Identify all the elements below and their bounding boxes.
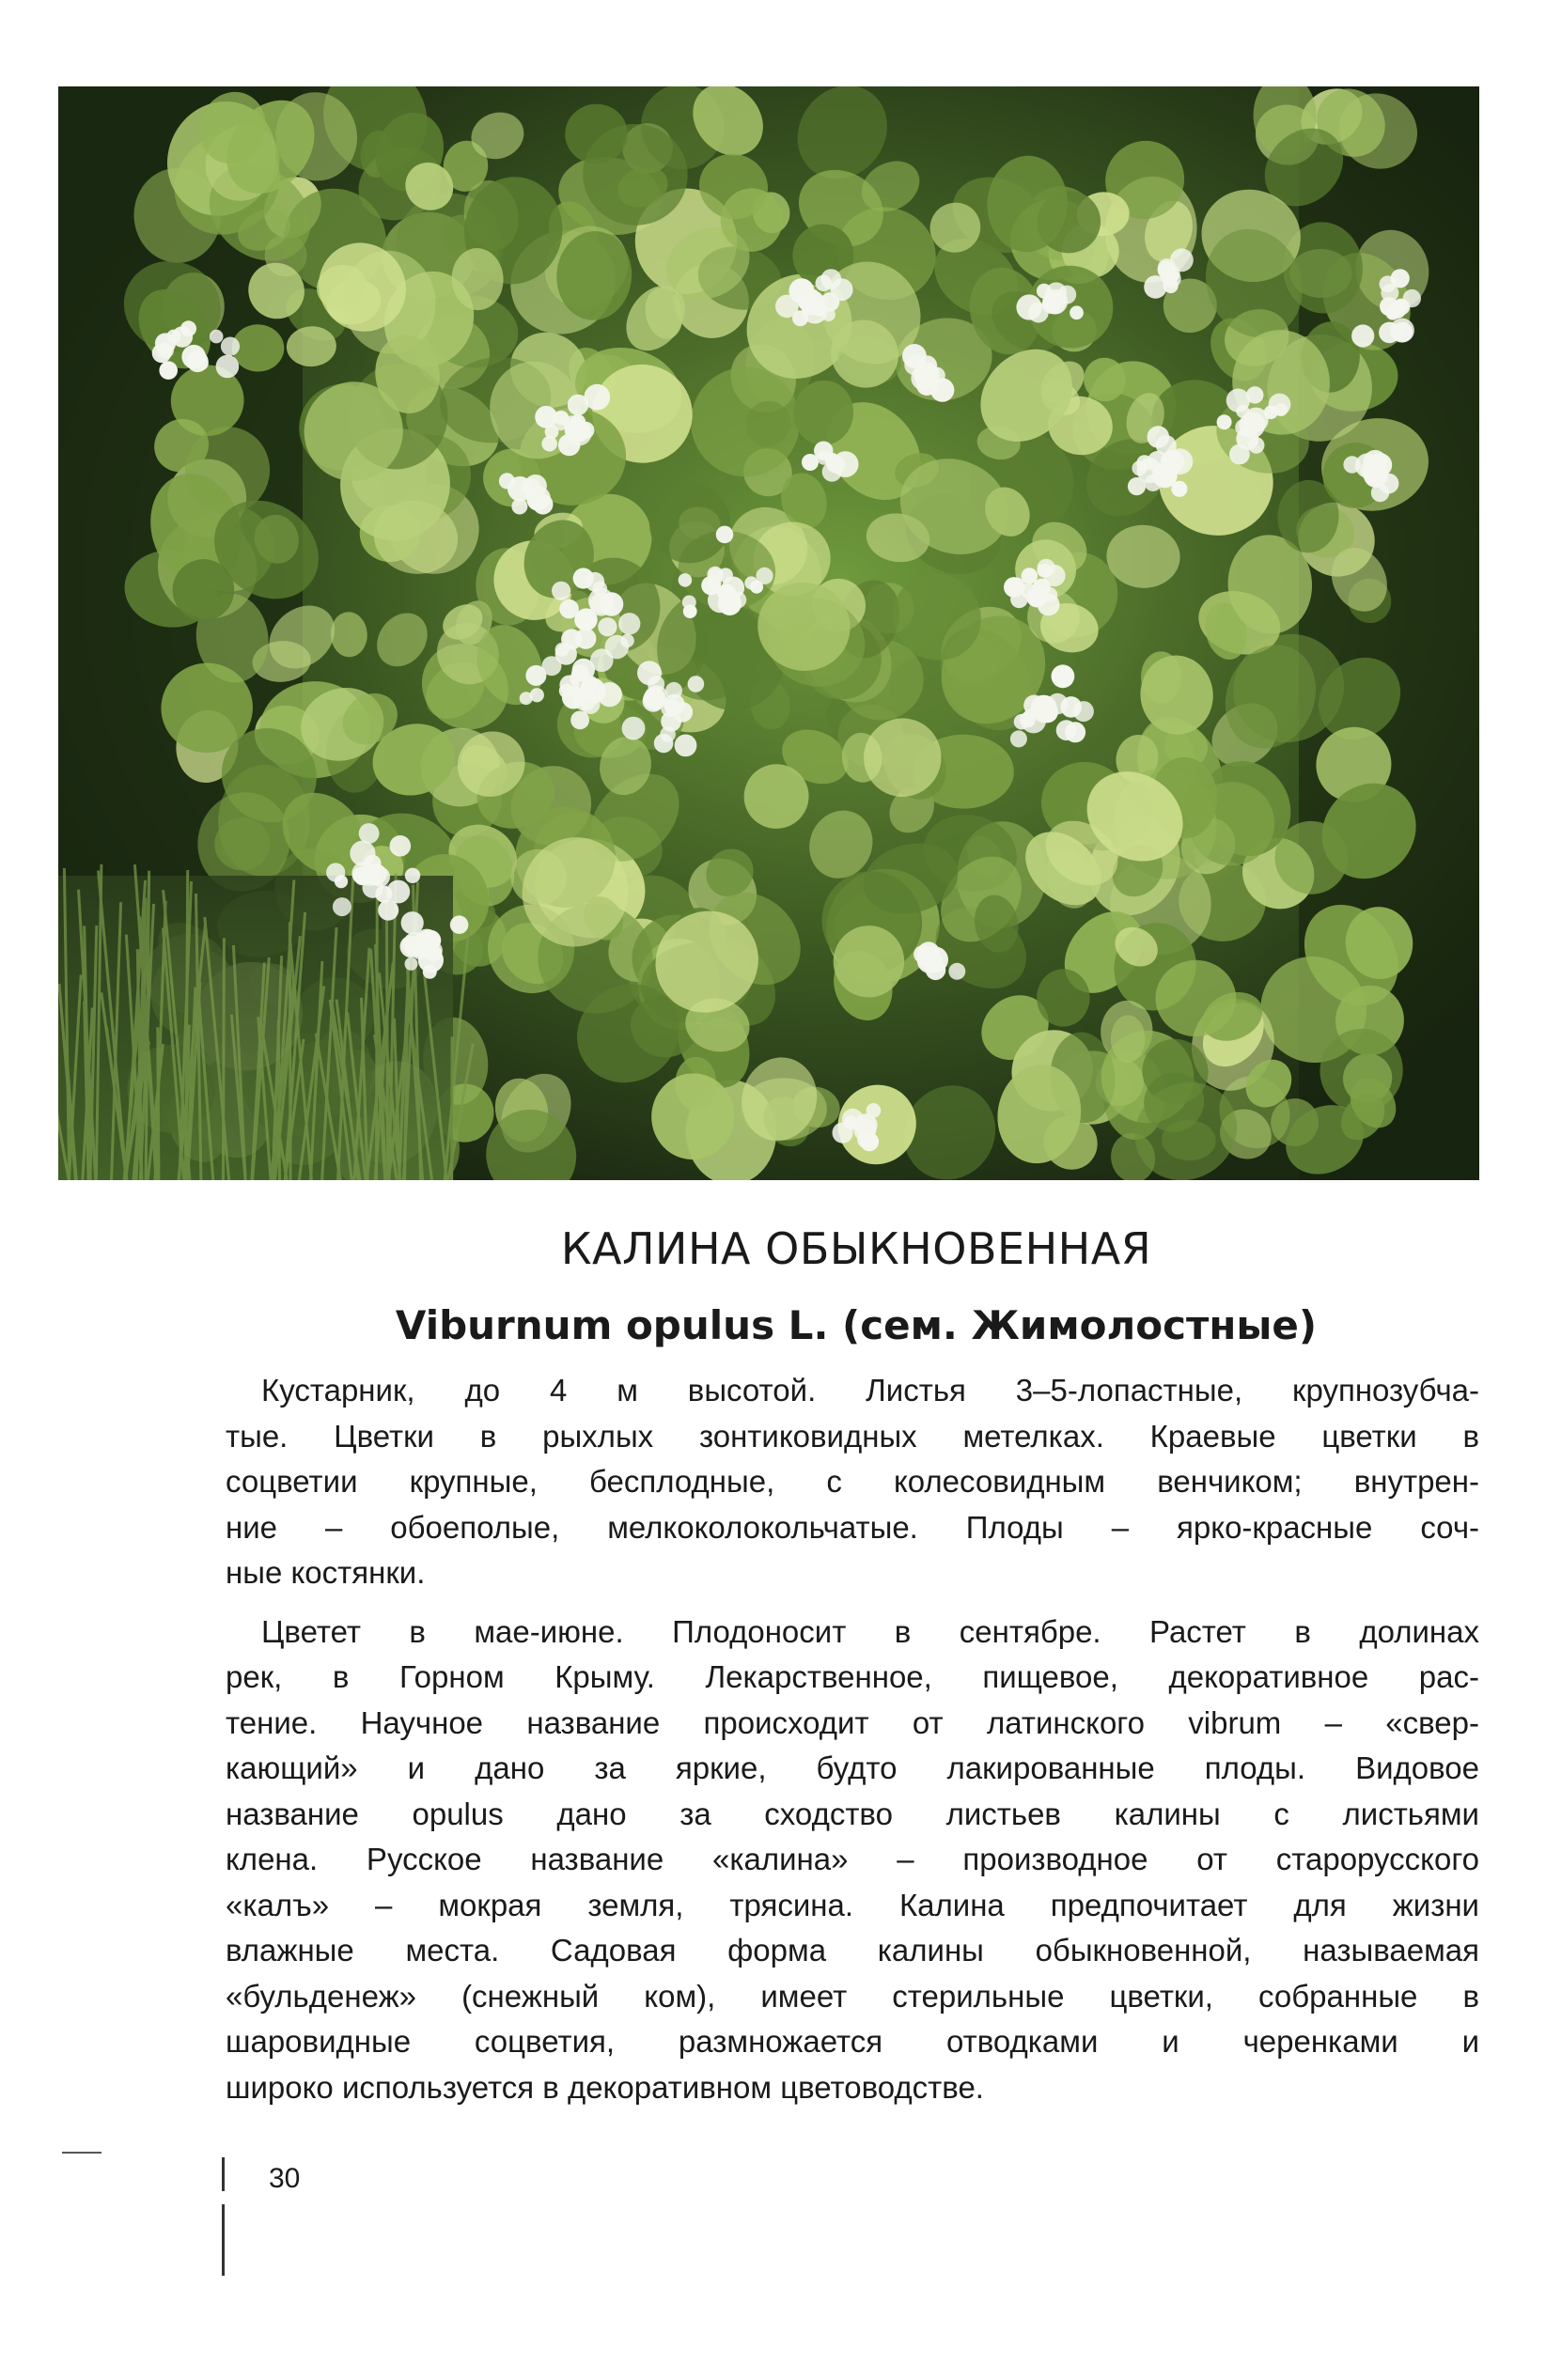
leaf: [1037, 969, 1089, 1026]
text-line: шаровидные соцветия, размножается отводками и черенками и: [226, 2024, 1479, 2059]
viburnum-photo: [58, 86, 1479, 1180]
leaf: [1111, 1015, 1146, 1063]
text-line: соцветии крупные, бесплодные, с колесовидным венчиком; внутрен-: [226, 1464, 1479, 1499]
grass-blade: [289, 923, 290, 1181]
latin-name-subtitle: Viburnum opulus L. (сем. Жимолостные): [395, 1302, 1318, 1348]
text-line: Кустарник, до 4 м высотой. Листья 3–5-лопастные, крупнозубча-: [261, 1373, 1479, 1408]
margin-bar-bottom: [222, 2204, 225, 2276]
text-line: кающий» и дано за яркие, будто лакированные плоды. Видовое: [226, 1750, 1479, 1785]
margin-dash: [62, 2152, 102, 2154]
paragraph-1: [226, 1368, 1479, 1596]
page-title: КАЛИНА ОБЫКНОВЕННАЯ: [560, 1223, 1152, 1274]
page-number: 30: [269, 2163, 301, 2194]
text-line: ние – обоеполые, мелкоколокольчатые. Плоды – ярко-красные соч-: [226, 1509, 1479, 1545]
margin-bar-top: [222, 2157, 225, 2191]
grass-blade: [158, 1027, 159, 1180]
text-line: широко используется в декоративном цветоводстве.: [226, 2069, 984, 2105]
text-line: влажные места. Садовая форма калины обыкновенной, называемая: [226, 1933, 1479, 1968]
text-line: название opulus дано за сходство листьев калины с листьями: [226, 1796, 1479, 1831]
viburnum-photo-drawing: [58, 86, 1479, 1180]
text-line: тение. Научное название происходит от латинского vibrum – «свер-: [226, 1704, 1479, 1740]
paragraph-2: [226, 1610, 1479, 2111]
text-line: клена. Русское название «калина» – производное от старорусского: [226, 1842, 1479, 1876]
text-line: Цветет в мае-июне. Плодоносит в сентябре. Растет в долинах: [261, 1613, 1479, 1649]
text-line: ные костянки.: [226, 1555, 426, 1590]
article-body: [226, 1368, 1479, 2123]
grass-blade: [223, 938, 224, 1180]
text-line: тые. Цветки в рыхлых зонтиковидных метелках. Краевые цветки в: [226, 1418, 1479, 1454]
text-line: рек, в Горном Крыму. Лекарственное, пищевое, декоративное рас-: [226, 1659, 1479, 1694]
text-line: «бульденеж» (снежный ком), имеет стерильные цветки, собранные в: [226, 1978, 1479, 2014]
text-line: «калъ» – мокрая земля, трясина. Калина предпочитает для жизни: [226, 1887, 1479, 1922]
